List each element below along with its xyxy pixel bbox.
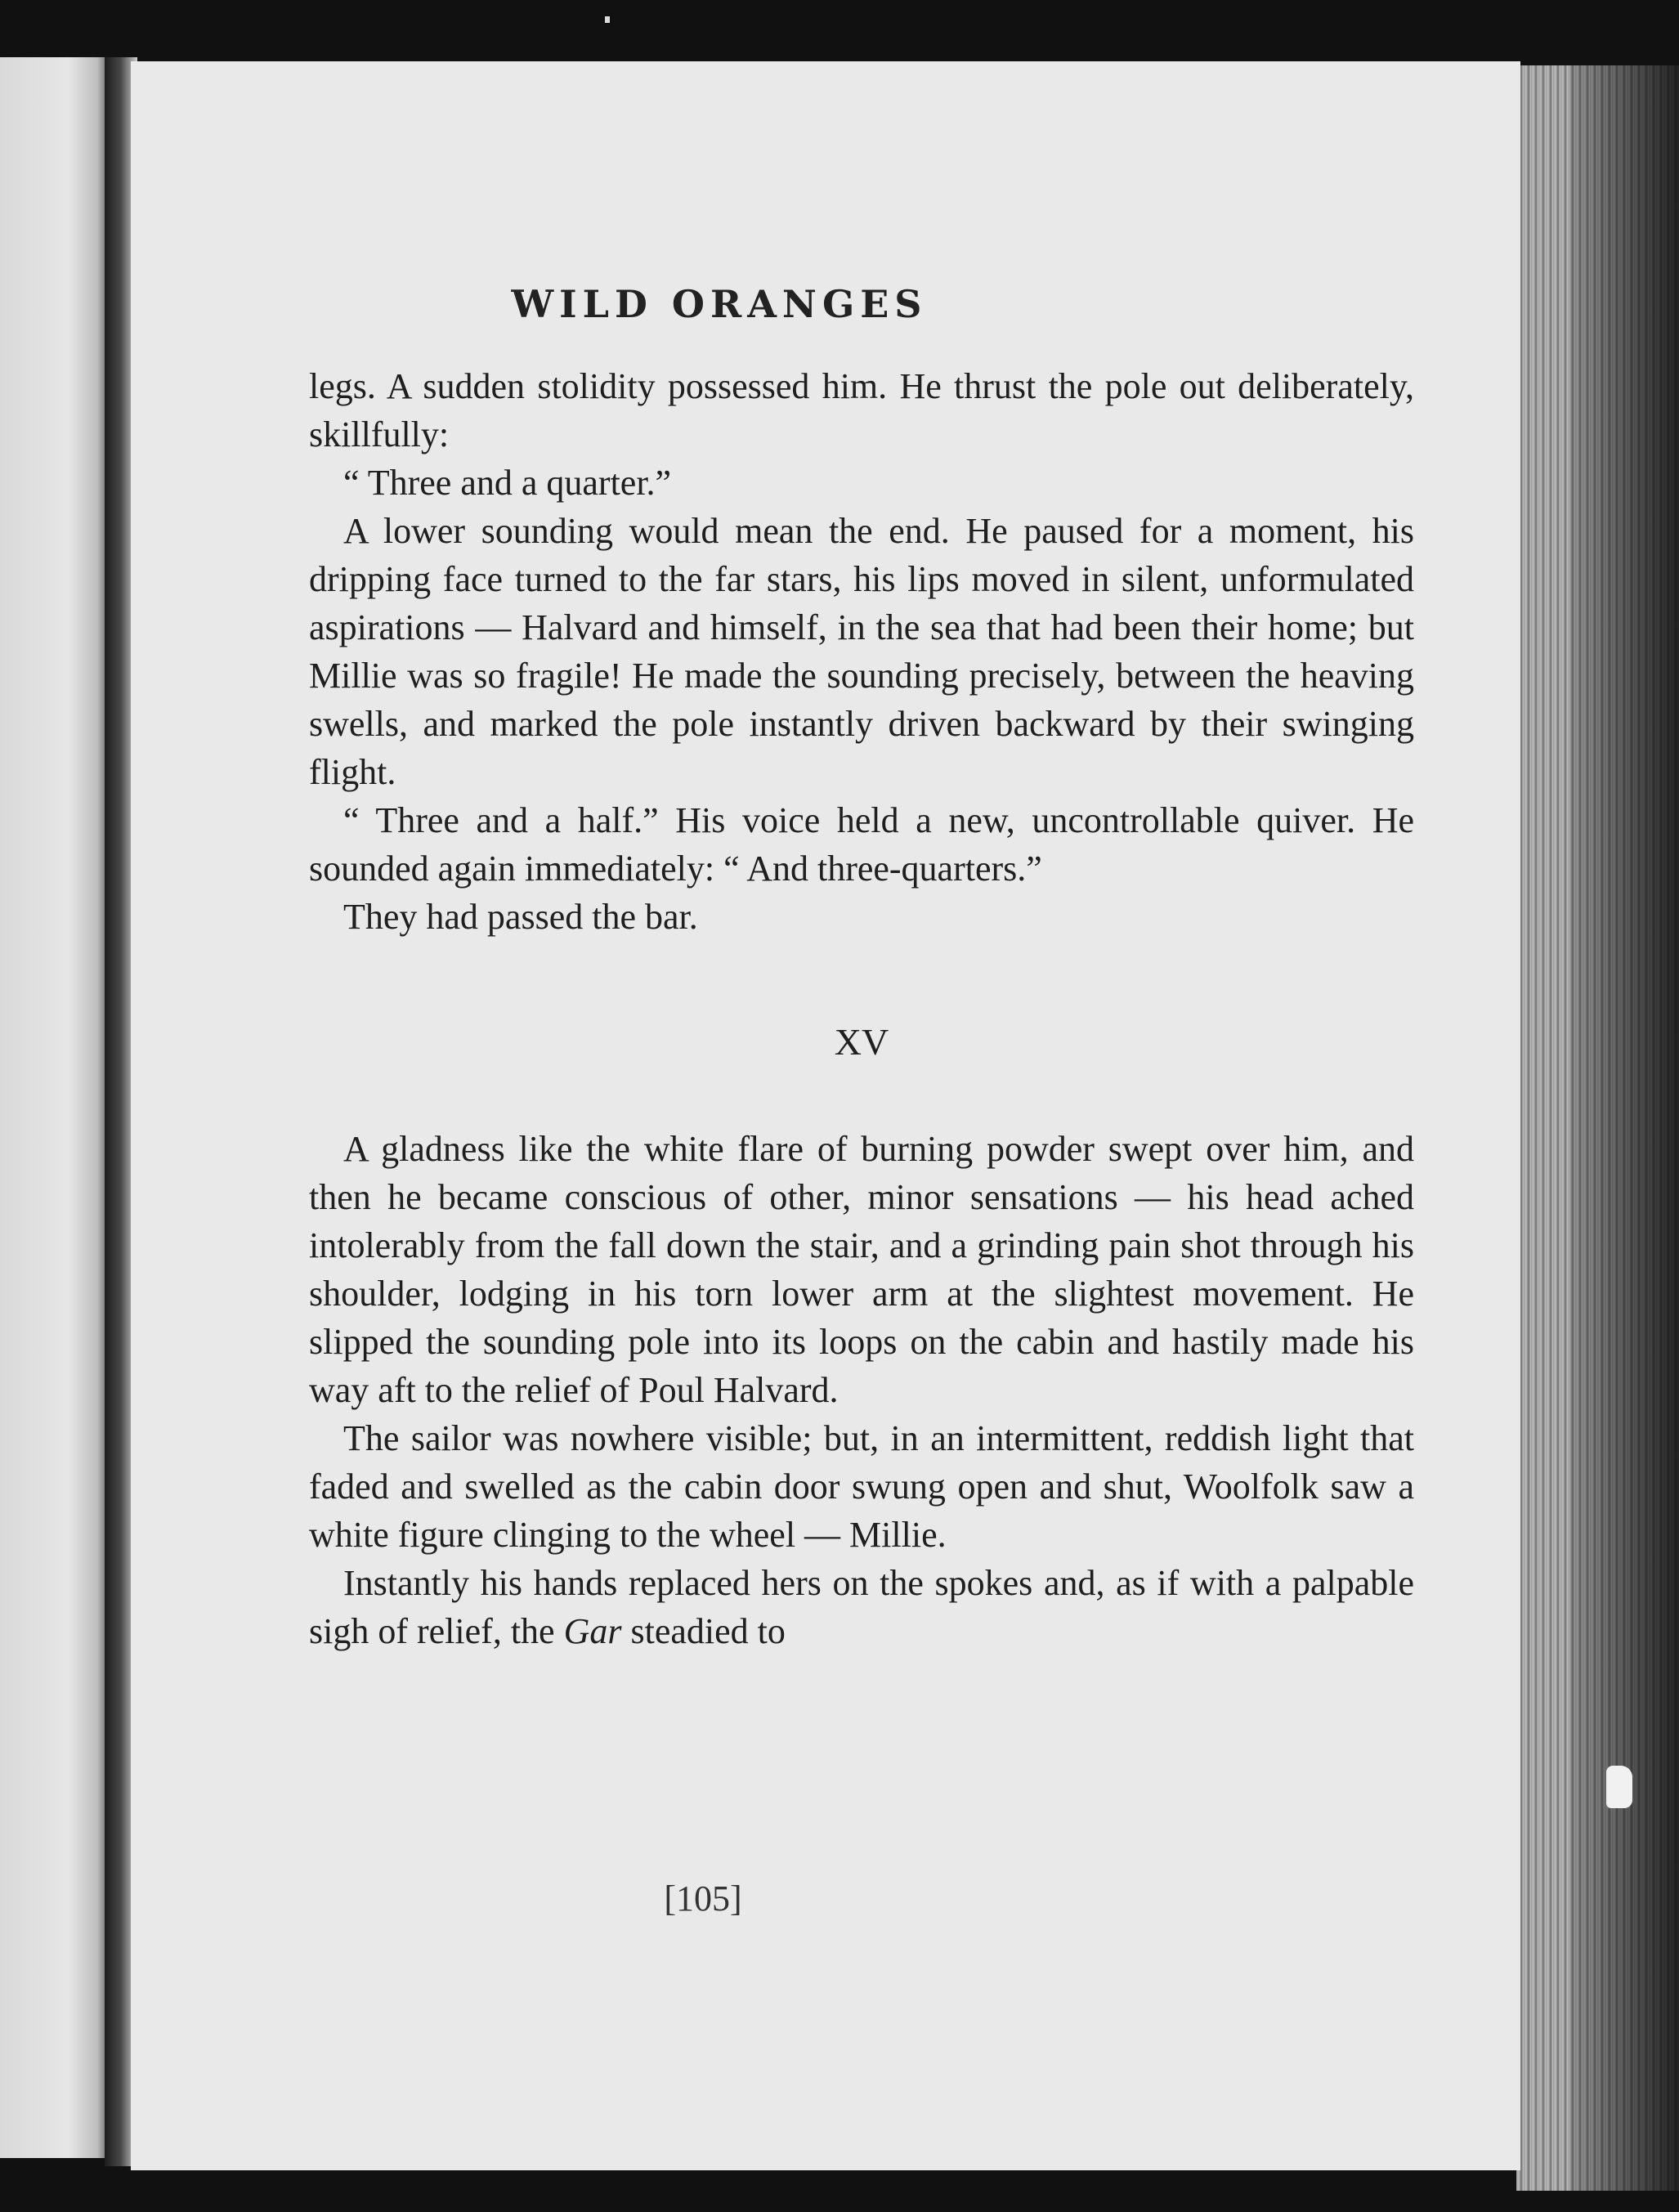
left-page-edge <box>0 57 114 2158</box>
paragraph-text: Instantly his hands replaced hers on the spokes and, as if with a palpable sigh of relief, the <box>309 1563 1414 1651</box>
paragraph: A lower sounding would mean the end. He paused for a moment, his dripping face turned to the far stars, his lips moved in silent, unformulated aspirations — Halvard and himself, in the sea that had been their home; but Millie was so fragile! He made the sounding precisely, between the heaving swells, and marked the pole instantly driven backward by their swinging flight. <box>309 511 1414 792</box>
paragraph: “ Three and a half.” His voice held a new, uncontrollable quiver. He sounded again immediately: “ And three-quarters.” <box>309 800 1414 889</box>
paragraph: The sailor was nowhere visible; but, in an intermittent, reddish light that faded and swelled as the cabin door swung open and shut, Woolfolk saw a white figure clinging to the wheel — Millie. <box>309 1418 1414 1555</box>
running-header: WILD ORANGES <box>511 282 928 326</box>
paragraph-text: steadied to <box>621 1611 786 1651</box>
paragraph: “ Three and a quarter.” <box>343 463 672 503</box>
page-number: [105] <box>664 1878 742 1919</box>
book-page <box>131 61 1520 2170</box>
paragraph <box>309 1559 1414 1655</box>
paragraph: legs. A sudden stolidity possessed him. He thrust the pole out deliberately, skillfully: <box>309 366 1414 454</box>
ship-name: Gar <box>563 1611 622 1651</box>
chapter-heading: XV <box>834 1021 889 1063</box>
paragraph: A gladness like the white flare of burning powder swept over him, and then he became conscious of other, minor sensations — his head ached intolerably from the fall down the stair, and a grinding pain shot through his shoulder, lodging in his torn lower arm at the slightest movement. He slipped the sounding pole into its loops on the cabin and hastily made his way aft to the relief of Poul Halvard. <box>309 1129 1414 1410</box>
scan-speck <box>605 16 610 23</box>
paper-scrap <box>1606 1766 1632 1808</box>
paragraph: They had passed the bar. <box>343 897 698 937</box>
page-body <box>309 362 1414 1655</box>
page-stack-shadow <box>1569 65 1679 2191</box>
